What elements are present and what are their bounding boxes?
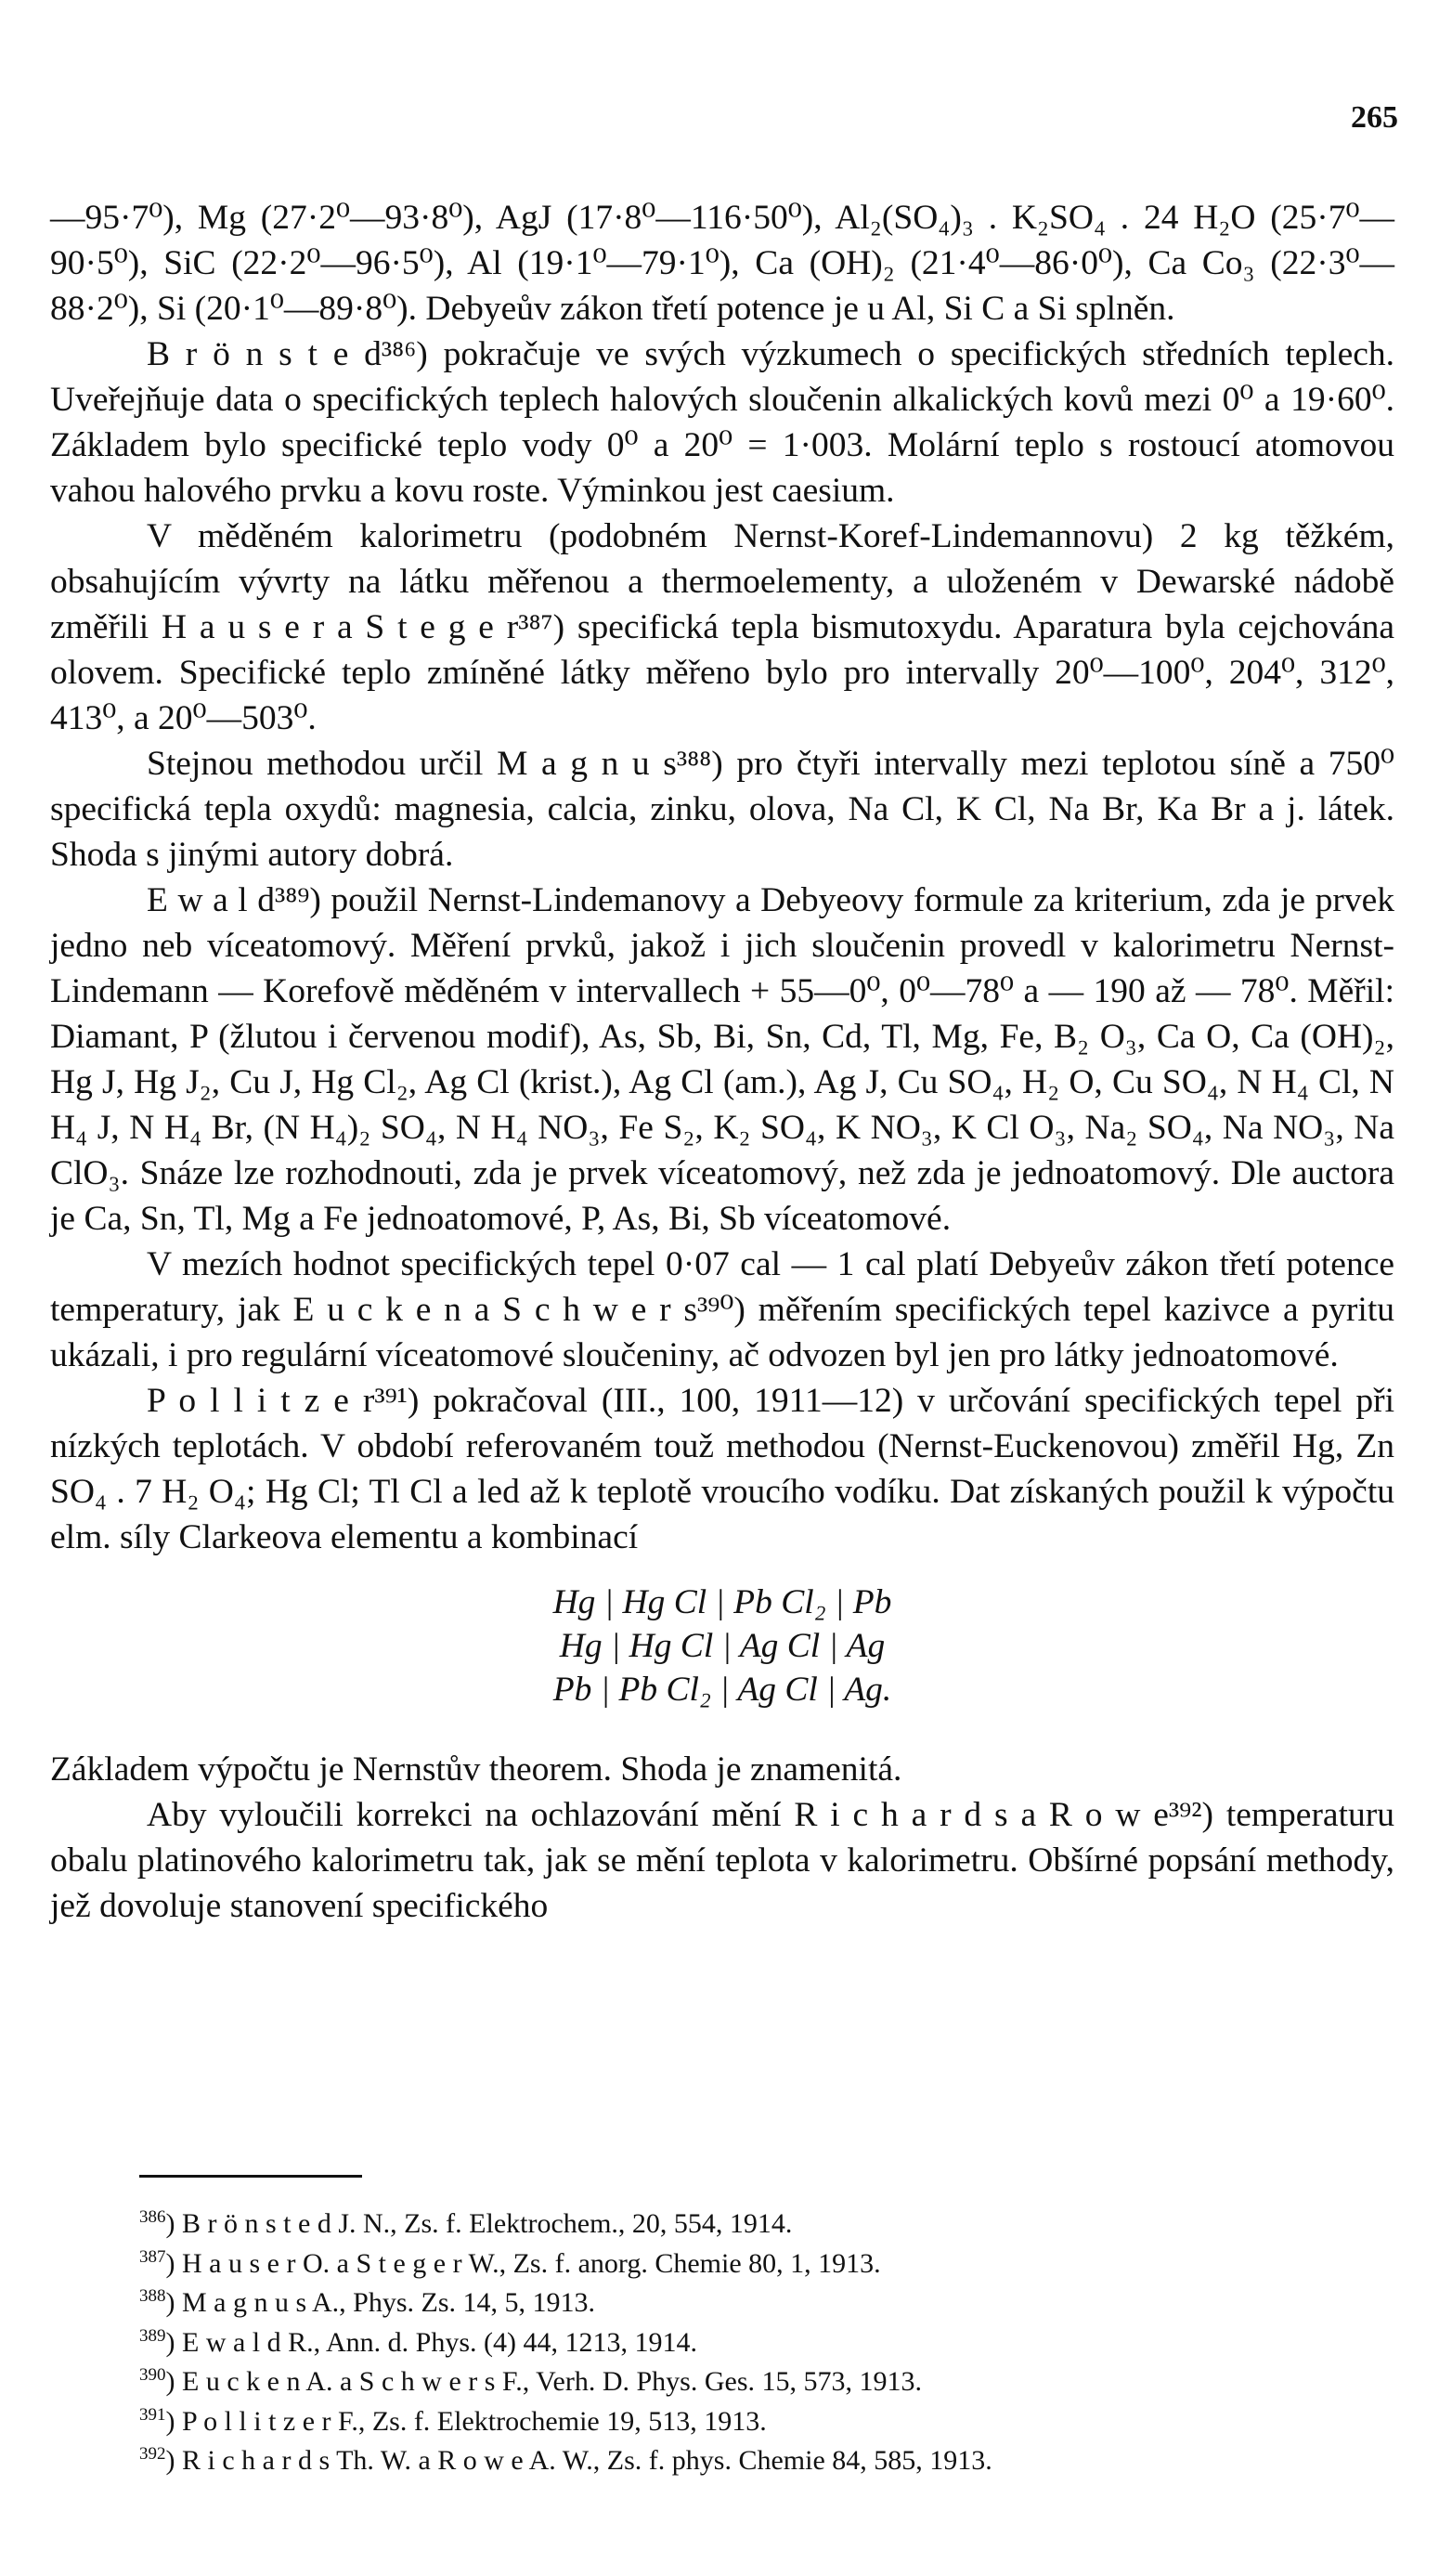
- main-text: [50, 195, 1394, 1929]
- footnote-text: E w a l d R., Ann. d. Phys. (4) 44, 1213, 1914.: [182, 2326, 697, 2358]
- footnote: $^{388}$) M a g n u s A., Phys. Zs. 14, 5, 1913.: [139, 2286, 596, 2318]
- footnote-number: 391: [139, 2404, 166, 2425]
- footnote-number: 387: [139, 2246, 166, 2267]
- paragraph: Aby vyloučili korrekci na ochlazování mění R i c h a r d s a R o w e³⁹²) temperaturu obalu platinového kalorimetru tak, jak se mění teplota v kalorimetru. Obšírné popsání methody, jež dovoluje stanovení specifického: [50, 1796, 1394, 1925]
- equation-line: Pb | Pb Cl₂ | Ag Cl | Ag.: [552, 1671, 892, 1709]
- page-number: 265: [1351, 100, 1398, 135]
- footnote-text: H a u s e r O. a S t e g e r W., Zs. f. anorg. Chemie 80, 1, 1913.: [182, 2247, 881, 2279]
- footnote: $^{390}$) E u c k e n A. a S c h w e r s F., Verh. D. Phys. Ges. 15, 573, 1913.: [139, 2365, 922, 2397]
- paragraph: V mezích hodnot specifických tepel 0·07 cal — 1 cal platí Debyeův zákon třetí potence temperatury, jak E u c k e n a S c h w e r s³⁹⁰) měřením specifických tepel kazivce a pyritu ukázali, i pro regulární víceatomové sloučeniny, ač odvozen byl jen pro látky jednoatomové.: [50, 1245, 1394, 1374]
- paragraph: P o l l i t z e r³⁹¹) pokračoval (III., 100, 1911—12) v určování specifických tepel při nízkých teplotách. V období referovaném touž methodou (Nernst-Euckenovou) změřil Hg, Zn SO₄ . 7 H₂ O₄; Hg Cl; Tl Cl a led až k teplotě vroucího vodíku. Dat získaných použil k výpočtu elm. síly Clarkeova elementu a kombinací: [50, 1382, 1394, 1556]
- footnote: $^{391}$) P o l l i t z e r F., Zs. f. Elektrochemie 19, 513, 1913.: [139, 2404, 767, 2437]
- footnotes: [139, 2201, 1402, 2478]
- footnote-text: B r ö n s t e d J. N., Zs. f. Elektrochem., 20, 554, 1914.: [182, 2208, 793, 2239]
- equation-line: Hg | Hg Cl | Pb Cl₂ | Pb: [552, 1583, 892, 1621]
- footnote: $^{389}$) E w a l d R., Ann. d. Phys. (4) 44, 1213, 1914.: [139, 2325, 697, 2358]
- footnote: $^{392}$) R i c h a r d s Th. W. a R o w e A. W., Zs. f. phys. Chemie 84, 585, 1913.: [139, 2444, 992, 2476]
- footnote-text: R i c h a r d s Th. W. a R o w e A. W., Zs. f. phys. Chemie 84, 585, 1913.: [182, 2445, 992, 2476]
- footnote-number: 389: [139, 2325, 166, 2346]
- equation-block: [50, 1581, 1394, 1711]
- footnote-text: P o l l i t z e r F., Zs. f. Elektrochemie 19, 513, 1913.: [182, 2405, 767, 2437]
- footnote-separator: [139, 2175, 362, 2178]
- footnote: $^{386}$) B r ö n s t e d J. N., Zs. f. Elektrochem., 20, 554, 1914.: [139, 2207, 793, 2239]
- equation-line: Hg | Hg Cl | Ag Cl | Ag: [559, 1627, 886, 1665]
- footnote-text: M a g n u s A., Phys. Zs. 14, 5, 1913.: [182, 2287, 596, 2318]
- footnote: $^{387}$) H a u s e r O. a S t e g e r W., Zs. f. anorg. Chemie 80, 1, 1913.: [139, 2246, 881, 2279]
- footnote-number: 386: [139, 2207, 166, 2227]
- paragraph: E w a l d³⁸⁹) použil Nernst-Lindemanovy a Debyeovy formule za kriterium, zda je prvek jedno neb víceatomový. Měření prvků, jakož i jich sloučenin provedl v kalorimetru Nernst-Lindemann — Korefově měděném v intervallech + 55—0⁰, 0⁰—78⁰ a — 190 až — 78⁰. Měřil: Diamant, P (žlutou i červenou modif), As, Sb, Bi, Sn, Cd, Tl, Mg, Fe, B₂ O₃, Ca O, Ca (OH)₂, Hg J, Hg J₂, Cu J, Hg Cl₂, Ag Cl (krist.), Ag Cl (am.), Ag J, Cu SO₄, H₂ O, Cu SO₄, N H₄ Cl, N H₄ J, N H₄ Br, (N H₄)₂ SO₄, N H₄ NO₃, Fe S₂, K₂ SO₄, K NO₃, K Cl O₃, Na₂ SO₄, Na NO₃, Na ClO₃. Snáze lze rozhodnouti, zda je prvek víceatomový, než zda je jednoatomový. Dle auctora je Ca, Sn, Tl, Mg a Fe jednoatomové, P, As, Bi, Sb víceatomové.: [50, 881, 1394, 1238]
- paragraph: —95·7⁰), Mg (27·2⁰—93·8⁰), AgJ (17·8⁰—116·50⁰), Al₂(SO₄)₃ . K₂SO₄ . 24 H₂O (25·7⁰—90·5⁰), SiC (22·2⁰—96·5⁰), Al (19·1⁰—79·1⁰), Ca (OH)₂ (21·4⁰—86·0⁰), Ca Co₃ (22·3⁰—88·2⁰), Si (20·1⁰—89·8⁰). Debyeův zákon třetí potence je u Al, Si C a Si splněn.: [50, 199, 1394, 328]
- paragraph: Stejnou methodou určil M a g n u s³⁸⁸) pro čtyři intervally mezi teplotou síně a 750⁰ specifická tepla oxydů: magnesia, calcia, zinku, olova, Na Cl, K Cl, Na Br, Ka Br a j. látek. Shoda s jinými autory dobrá.: [50, 745, 1394, 874]
- footnote-number: 392: [139, 2444, 166, 2464]
- paragraph: V měděném kalorimetru (podobném Nernst-Koref-Lindemannovu) 2 kg těžkém, obsahujícím vývrty na látku měřenou a thermoelementy, a uloženém v Dewarské nádobě změřili H a u s e r a S t e g e r³⁸⁷) specifická tepla bismutoxydu. Aparatura byla cejchována olovem. Specifické teplo zmíněné látky měřeno bylo pro intervally 20⁰—100⁰, 204⁰, 312⁰, 413⁰, a 20⁰—503⁰.: [50, 517, 1394, 737]
- paragraph: Základem výpočtu je Nernstův theorem. Shoda je znamenitá.: [50, 1750, 902, 1789]
- footnote-number: 388: [139, 2286, 166, 2306]
- footnote-text: E u c k e n A. a S c h w e r s F., Verh. D. Phys. Ges. 15, 573, 1913.: [182, 2366, 922, 2397]
- paragraph: B r ö n s t e d³⁸⁶) pokračuje ve svých výzkumech o specifických středních teplech. Uveřejňuje data o specifických teplech halových sloučenin alkalických kovů mezi 0⁰ a 19·60⁰. Základem bylo specifické teplo vody 0⁰ a 20⁰ = 1·003. Molární teplo s rostoucí atomovou vahou halového prvku a kovu roste. Výminkou jest caesium.: [50, 335, 1394, 510]
- footnote-number: 390: [139, 2365, 166, 2385]
